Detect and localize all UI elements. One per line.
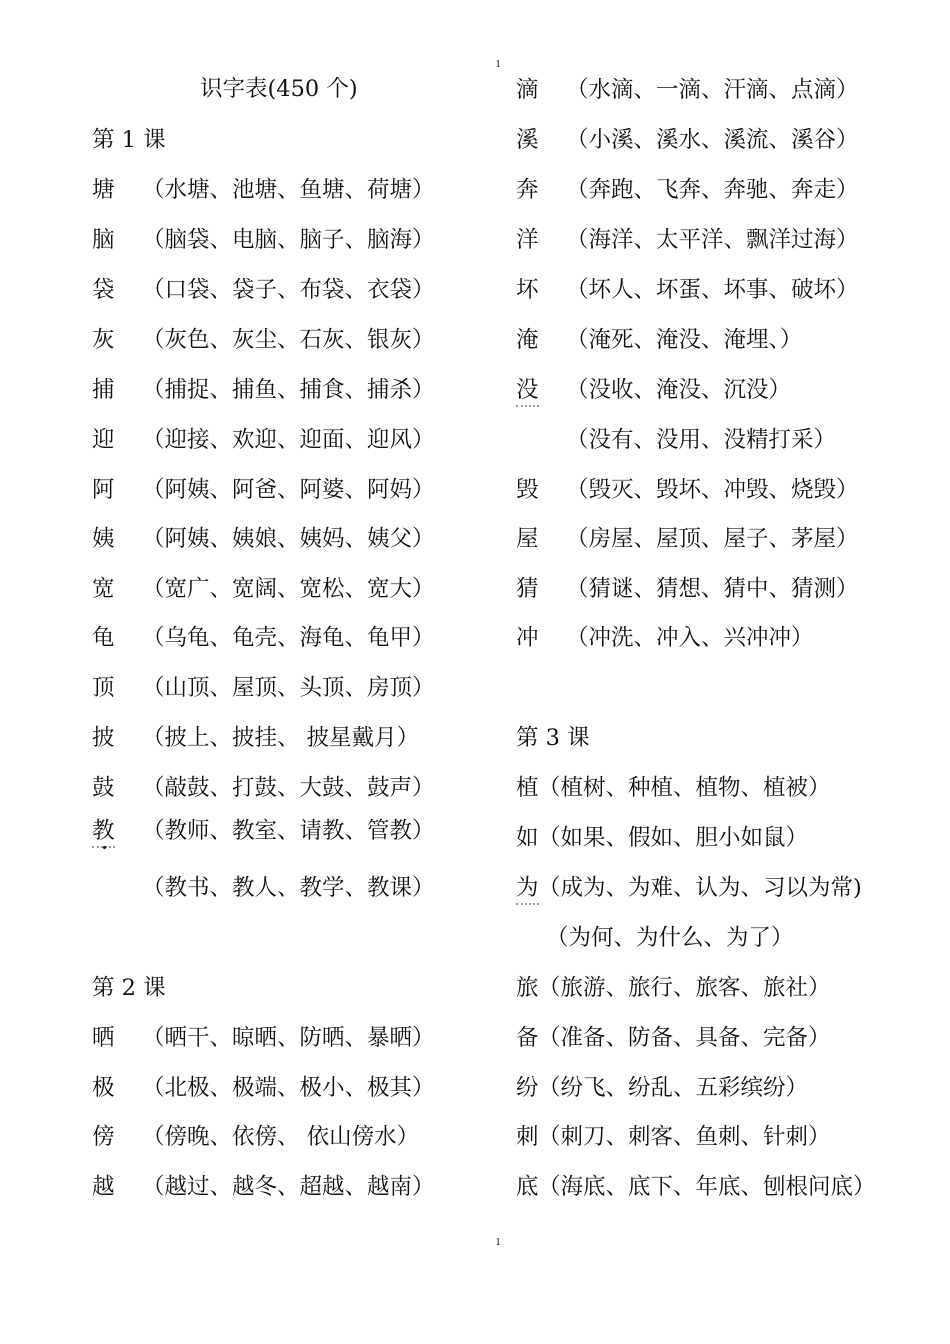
entry-character: 袋 <box>92 277 115 303</box>
entry-words: （阿姨、阿爸、阿婆、阿妈） <box>142 477 435 503</box>
entry-words: （冲洗、冲入、兴冲冲） <box>566 625 814 651</box>
entry-character: 捕 <box>92 377 115 403</box>
entry-words: （教书、教人、教学、教课） <box>142 875 435 901</box>
entry-character: 鼓 <box>92 775 115 801</box>
entry-character: 极 <box>92 1075 115 1101</box>
entry-character: 底 <box>516 1174 539 1200</box>
lesson-heading: 第 1 课 <box>92 127 166 153</box>
entry-words: （毁灭、毁坏、冲毁、烧毁） <box>566 477 859 503</box>
entry-character: 屋 <box>516 526 539 552</box>
entry-words: （刺刀、刺客、鱼刺、针刺） <box>538 1124 831 1150</box>
entry-words: （旅游、旅行、旅客、旅社） <box>538 975 831 1001</box>
entry-character: 迎 <box>92 427 115 453</box>
entry-character: 顶 <box>92 675 115 701</box>
entry-words: （越过、越冬、超越、越南） <box>142 1174 435 1200</box>
entry-character: 冲 <box>516 625 539 651</box>
entry-character: 猜 <box>516 576 539 602</box>
entry-character: 晒 <box>92 1025 115 1051</box>
entry-words: （准备、防备、具备、完备） <box>538 1025 831 1051</box>
entry-character: 旅 <box>516 975 539 1001</box>
entry-character: 洋 <box>516 227 539 253</box>
entry-words: （植树、种植、植物、植被） <box>538 775 831 801</box>
entry-character: 龟 <box>92 625 115 651</box>
entry-words: （成为、为难、认为、习以为常) <box>538 875 862 901</box>
entry-character: 为 <box>516 873 539 905</box>
entry-words: （捕捉、捕鱼、捕食、捕杀） <box>142 377 435 403</box>
entry-character: 溪 <box>516 127 539 153</box>
entry-words: （海底、底下、年底、刨根问底） <box>538 1174 876 1200</box>
entry-character: 傍 <box>92 1124 115 1150</box>
entry-character: 阿 <box>92 477 115 503</box>
entry-character: 宽 <box>92 576 115 602</box>
entry-character: 毁 <box>516 477 539 503</box>
entry-character: 没 <box>516 375 539 407</box>
entry-character: 脑 <box>92 227 115 253</box>
entry-character: 纷 <box>516 1075 539 1101</box>
entry-words: （脑袋、电脑、脑子、脑海） <box>142 227 435 253</box>
entry-character: 教 <box>92 816 115 848</box>
entry-character: 灰 <box>92 327 115 353</box>
entry-words: （没收、淹没、沉没） <box>566 377 792 403</box>
entry-words: （海洋、太平洋、飘洋过海） <box>566 227 859 253</box>
entry-words: （宽广、宽阔、宽松、宽大） <box>142 576 435 602</box>
entry-words: （教师、教室、请教、管教） <box>142 818 435 844</box>
entry-words: （北极、极端、极小、极其） <box>142 1075 435 1101</box>
page-number-bottom: 1 <box>495 1236 501 1248</box>
entry-words: （如果、假如、胆小如鼠） <box>538 825 809 851</box>
entry-words: （奔跑、飞奔、奔驰、奔走） <box>566 177 859 203</box>
entry-words: （水塘、池塘、鱼塘、荷塘） <box>142 177 435 203</box>
page-title: 识字表(450 个) <box>200 76 358 102</box>
entry-words: （纷飞、纷乱、五彩缤纷） <box>538 1075 809 1101</box>
entry-character: 坏 <box>516 277 539 303</box>
entry-character: 奔 <box>516 177 539 203</box>
entry-words: （敲鼓、打鼓、大鼓、鼓声） <box>142 775 435 801</box>
entry-character: 植 <box>516 775 539 801</box>
entry-character: 如 <box>516 825 539 851</box>
entry-words: （晒干、晾晒、防晒、暴晒） <box>142 1025 435 1051</box>
entry-words: （口袋、袋子、布袋、衣袋） <box>142 277 435 303</box>
entry-words: （傍晚、依傍、 依山傍水） <box>142 1124 420 1150</box>
entry-words: （披上、披挂、 披星戴月） <box>142 725 420 751</box>
entry-words: （房屋、屋顶、屋子、茅屋） <box>566 526 859 552</box>
entry-character: 刺 <box>516 1124 539 1150</box>
entry-character: 备 <box>516 1025 539 1051</box>
entry-character: 披 <box>92 725 115 751</box>
entry-character: 越 <box>92 1174 115 1200</box>
entry-character: 姨 <box>92 526 115 552</box>
entry-character: 淹 <box>516 327 539 353</box>
entry-words: （小溪、溪水、溪流、溪谷） <box>566 127 859 153</box>
entry-words: （乌龟、龟壳、海龟、龟甲） <box>142 625 435 651</box>
page-number-top: 1 <box>495 58 501 70</box>
entry-character: 塘 <box>92 177 115 203</box>
entry-words: （阿姨、姨娘、姨妈、姨父） <box>142 526 435 552</box>
entry-words: （水滴、一滴、汗滴、点滴） <box>566 77 859 103</box>
entry-words: （灰色、灰尘、石灰、银灰） <box>142 327 435 353</box>
entry-words: （坏人、坏蛋、坏事、破坏） <box>566 277 859 303</box>
entry-words: （为何、为什么、为了） <box>546 925 794 951</box>
emphasis-dot <box>103 846 106 849</box>
entry-words: （猜谜、猜想、猜中、猜测） <box>566 576 859 602</box>
entry-words: （没有、没用、没精打采） <box>566 427 837 453</box>
entry-words: （山顶、屋顶、头顶、房顶） <box>142 675 435 701</box>
entry-words: （迎接、欢迎、迎面、迎风） <box>142 427 435 453</box>
entry-character: 滴 <box>516 77 539 103</box>
entry-words: （淹死、淹没、淹埋、） <box>566 327 803 353</box>
lesson-heading: 第 2 课 <box>92 975 166 1001</box>
lesson-heading: 第 3 课 <box>516 725 590 751</box>
